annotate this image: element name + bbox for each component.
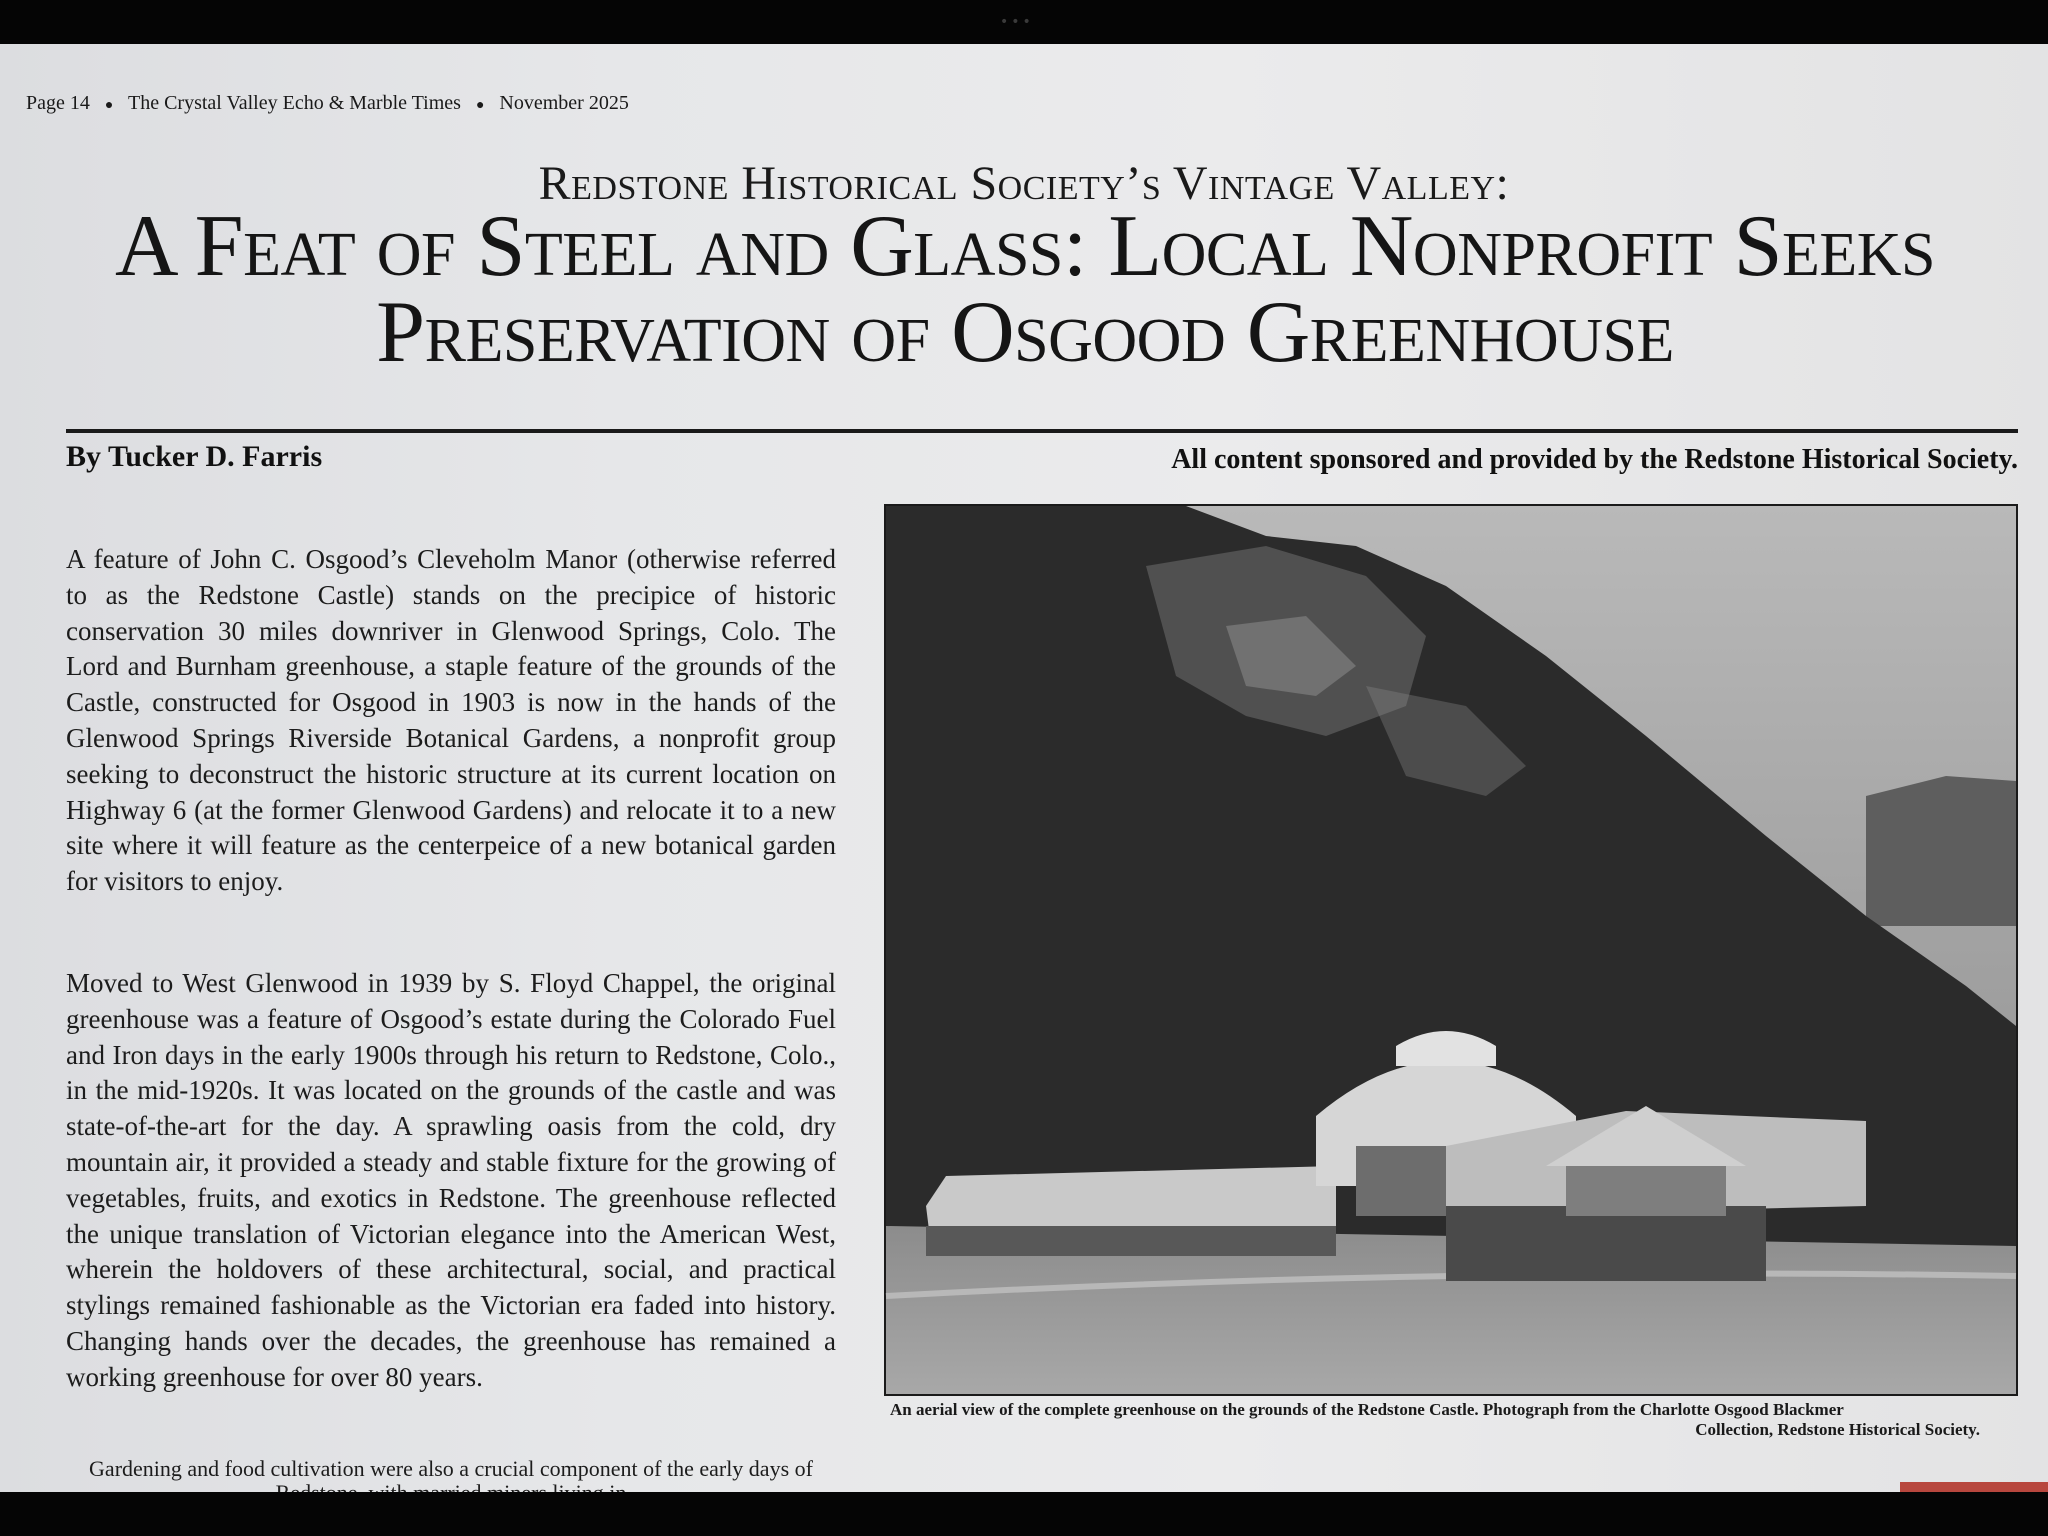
photo-illustration [886, 506, 2016, 1394]
headline-line-1: A Feat of Steel and Glass: Local Nonprofit Seeks [114, 198, 1936, 295]
publication-name: The Crystal Valley Echo & Marble Times [128, 92, 461, 114]
caption-line-2: Collection, Redstone Historical Society. [1695, 1420, 1980, 1439]
sponsor-note: All content sponsored and provided by the Redstone Historical Society. [1171, 444, 2018, 475]
headline-line-2: Preservation of Osgood Greenhouse [376, 284, 1674, 381]
page-number: Page 14 [26, 92, 90, 114]
distant-ridge [1866, 776, 2016, 926]
dots-icon: ••• [1000, 14, 1034, 30]
top-bar [0, 0, 2048, 44]
paragraph-3: Gardening and food cultivation were also a crucial component of the early days of [89, 1456, 813, 1481]
article-headline [60, 198, 1990, 381]
paragraph-1: A feature of John C. Osgood’s Cleveholm Manor (otherwise referred to as the Redstone Castle) stands on the precipice of historic conservation 30 miles downriver in Glenwood Springs, Colo. The Lord and Burnham greenhouse, a staple feature of the grounds of the Castle, constructed for Osgood in 1903 is now in the hands of the Glenwood Springs Riverside Botanical Gardens, a nonprofit group seeking to deconstruct the historic structure at its current location on Highway 6 (at the former Glenwood Gardens) and relocate it to a new site where it will feature as the centerpeice of a new botanical garden for visitors to enjoy. [66, 544, 836, 897]
greenhouse-gable-windows [1566, 1166, 1726, 1216]
caption-line-1: An aerial view of the complete greenhouse on the grounds of the Redstone Castle. Photograph from the Charlotte Osgood Blackmer [890, 1400, 1844, 1419]
bullet-icon: ● [475, 98, 485, 113]
newspaper-page [0, 44, 2048, 1492]
photo-caption [890, 1400, 1986, 1440]
paragraph-2: Moved to West Glenwood in 1939 by S. Floyd Chappel, the original greenhouse was a feature of Osgood’s estate during the Colorado Fuel and Iron days in the early 1900s through his return to Redstone, Colo., in the mid-1920s. It was located on the grounds of the castle and was state-of-the-art for the day. A sprawling oasis from the cold, dry mountain air, it provided a steady and stable fixture for the growing of vegetables, fruits, and exotics in Redstone. The greenhouse reflected the unique translation of Victorian elegance into the American West, wherein the holdovers of these architectural, social, and practical stylings remained fashionable as the Victorian era faded into history. Changing hands over the decades, the greenhouse has remained a working greenhouse for over 80 years. [66, 968, 836, 1392]
bullet-icon: ● [104, 98, 114, 113]
byline: By Tucker D. Farris [66, 440, 323, 473]
headline-rule [66, 429, 2018, 433]
page-folio [26, 92, 629, 115]
article-kicker: Redstone Historical Society’s Vintage Valley: [538, 157, 1510, 210]
greenhouse-photo [884, 504, 2018, 1396]
greenhouse-east-base [926, 1226, 1336, 1256]
greenhouse-stone-base [1446, 1206, 1766, 1281]
bottom-bar [0, 1492, 2048, 1536]
red-strip [1900, 1482, 2048, 1492]
issue-date: November 2025 [499, 92, 629, 114]
